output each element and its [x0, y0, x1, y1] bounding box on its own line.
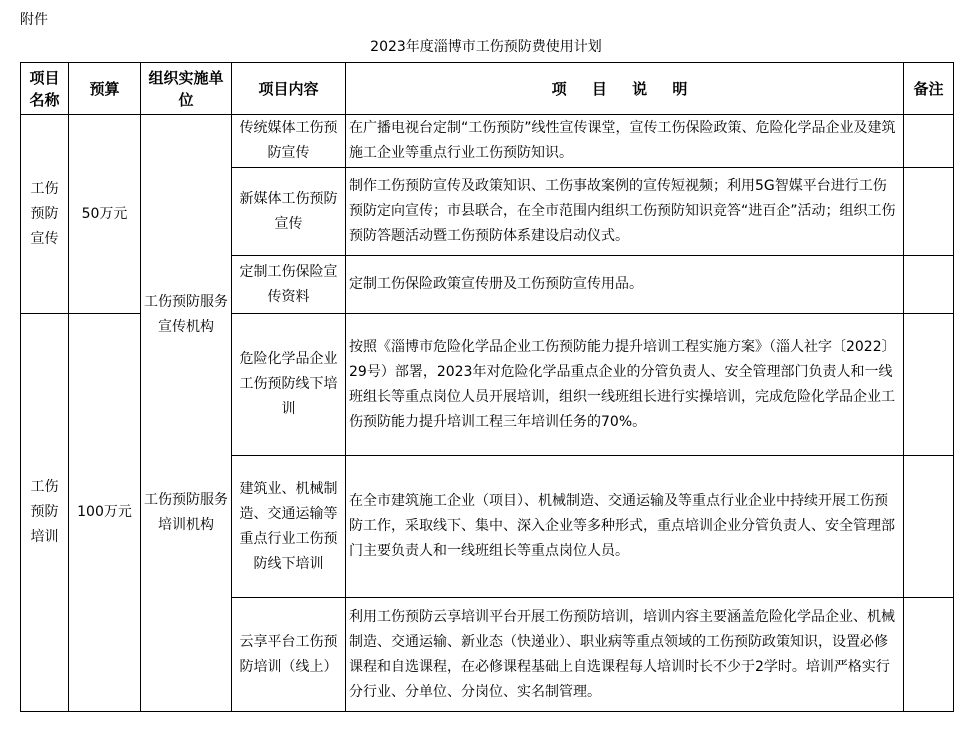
content-cell: 建筑业、机械制造、交通运输等重点行业工伤预防线下培训 [232, 456, 346, 598]
content-cell: 传统媒体工伤预防宣传 [232, 115, 346, 168]
table-row [21, 115, 954, 168]
project-name-cell: 工伤预防宣传 [21, 115, 69, 314]
description-cell: 定制工伤保险政策宣传册及工伤预防宣传用品。 [346, 256, 904, 314]
header-budget: 预算 [69, 63, 141, 115]
header-project-name: 项目名称 [21, 63, 69, 115]
content-cell: 云享平台工伤预防培训（线上） [232, 598, 346, 712]
budget-cell: 50万元 [69, 115, 141, 314]
header-description: 项 目 说 明 [346, 63, 904, 115]
remark-cell [904, 168, 954, 256]
remark-cell [904, 314, 954, 456]
document-title: 2023年度淄博市工伤预防费使用计划 [370, 39, 602, 55]
organizer-training: 工伤预防服务培训机构 [144, 492, 228, 533]
table-header-row [21, 63, 954, 115]
attachment-label: 附件 [20, 12, 48, 28]
plan-table [20, 62, 954, 712]
budget-cell: 100万元 [69, 314, 141, 712]
content-cell: 定制工伤保险宣传资料 [232, 256, 346, 314]
header-remarks: 备注 [904, 63, 954, 115]
project-name-cell: 工伤预防培训 [21, 314, 69, 712]
remark-cell [904, 256, 954, 314]
content-cell: 新媒体工伤预防宣传 [232, 168, 346, 256]
description-cell: 利用工伤预防云享培训平台开展工伤预防培训，培训内容主要涵盖危险化学品企业、机械制造、交通运输、新业态（快递业）、职业病等重点领域的工伤预防政策知识，设置必修课程和自选课程，在必修课程基础上自选课程每人培训时长不少于2学时。培训严格实行分行业、分单位、分岗位、实名制管理。 [346, 598, 904, 712]
organizer-cell [141, 115, 232, 712]
description-cell: 制作工伤预防宣传及政策知识、工伤事故案例的宣传短视频；利用5G智媒平台进行工伤预防定向宣传；市县联合，在全市范围内组织工伤预防知识竞答“进百企”活动；组织工伤预防答题活动暨工伤预防体系建设启动仪式。 [346, 168, 904, 256]
description-cell: 按照《淄博市危险化学品企业工伤预防能力提升培训工程实施方案》（淄人社字〔2022〕29号）部署，2023年对危险化学品重点企业的分管负责人、安全管理部门负责人和一线班组长等重点岗位人员开展培训，组织一线班组长进行实操培训，完成危险化学品企业工伤预防能力提升培训工程三年培训任务的70%。 [346, 314, 904, 456]
remark-cell [904, 115, 954, 168]
content-cell: 危险化学品企业工伤预防线下培训 [232, 314, 346, 456]
remark-cell [904, 456, 954, 598]
remark-cell [904, 598, 954, 712]
description-cell: 在广播电视台定制“工伤预防”线性宣传课堂，宣传工伤保险政策、危险化学品企业及建筑施工企业等重点行业工伤预防知识。 [346, 115, 904, 168]
header-organizer: 组织实施单位 [141, 63, 232, 115]
description-cell: 在全市建筑施工企业（项目）、机械制造、交通运输及等重点行业企业中持续开展工伤预防工作，采取线下、集中、深入企业等多种形式，重点培训企业分管负责人、安全管理部门主要负责人和一线班组长等重点岗位人员。 [346, 456, 904, 598]
organizer-publicity: 工伤预防服务宣传机构 [144, 294, 228, 335]
header-content: 项目内容 [232, 63, 346, 115]
